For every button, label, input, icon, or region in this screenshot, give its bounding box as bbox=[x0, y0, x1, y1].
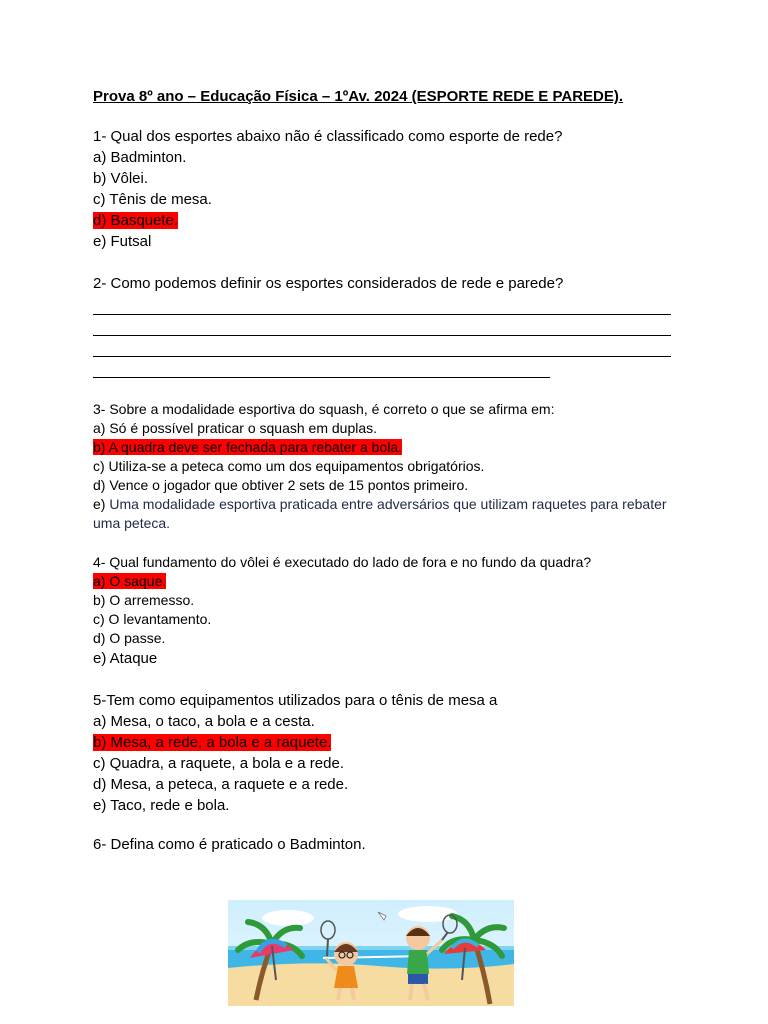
q1-option-b: b) Vôlei. bbox=[93, 170, 149, 187]
q5-option-a: a) Mesa, o taco, a bola e a cesta. bbox=[93, 713, 315, 730]
badminton-illustration bbox=[228, 900, 514, 1006]
q5-option-e: e) Taco, rede e bola. bbox=[93, 797, 230, 814]
q4-option-c: c) O levantamento. bbox=[93, 611, 212, 627]
q3-option-c: c) Utiliza-se a peteca como um dos equipamentos obrigatórios. bbox=[93, 458, 485, 474]
q3-option-a: a) Só é possível praticar o squash em duplas. bbox=[93, 420, 378, 436]
question-4: 4- Qual fundamento do vôlei é executado do lado de fora e no fundo da quadra? bbox=[93, 554, 592, 570]
q4-option-b: b) O arremesso. bbox=[93, 592, 195, 608]
question-3: 3- Sobre a modalidade esportiva do squash, é correto o que se afirma em: bbox=[93, 401, 555, 417]
q1-option-a: a) Badminton. bbox=[93, 149, 187, 166]
answer-line bbox=[93, 336, 671, 357]
exam-page bbox=[93, 86, 683, 855]
question-1: 1- Qual dos esportes abaixo não é classificado como esporte de rede? bbox=[93, 128, 563, 145]
answer-line bbox=[93, 357, 550, 378]
question-2: 2- Como podemos definir os esportes considerados de rede e parede? bbox=[93, 275, 564, 292]
q4-option-a-correct: a) O saque. bbox=[93, 573, 167, 589]
answer-line bbox=[93, 315, 671, 336]
q4-option-e: e) Ataque bbox=[93, 650, 158, 667]
q3-option-b-correct: b) A quadra deve ser fechada para rebater a bola. bbox=[93, 439, 402, 455]
q3-option-e bbox=[93, 495, 683, 533]
q1-option-d-correct: d) Basquete. bbox=[93, 212, 179, 229]
q5-option-d: d) Mesa, a peteca, a raquete e a rede. bbox=[93, 776, 349, 793]
question-6: 6- Defina como é praticado o Badminton. bbox=[93, 836, 366, 853]
q3-option-d: d) Vence o jogador que obtiver 2 sets de 15 pontos primeiro. bbox=[93, 477, 469, 493]
q5-option-c: c) Quadra, a raquete, a bola e a rede. bbox=[93, 755, 344, 772]
q1-option-c: c) Tênis de mesa. bbox=[93, 191, 212, 208]
q1-option-e: e) Futsal bbox=[93, 233, 152, 250]
q3-option-e-text: Uma modalidade esportiva praticada entre adversários que utilizam raquetes para rebater uma peteca. bbox=[93, 496, 667, 531]
q4-option-d: d) O passe. bbox=[93, 630, 166, 646]
question-5: 5-Tem como equipamentos utilizados para o tênis de mesa a bbox=[93, 692, 498, 709]
q3-option-e-prefix: e) bbox=[93, 496, 110, 512]
q5-option-b-correct: b) Mesa, a rede, a bola e a raquete. bbox=[93, 734, 332, 751]
exam-title: Prova 8º ano – Educação Física – 1ºAv. 2024 (ESPORTE REDE E PAREDE). bbox=[93, 88, 624, 105]
answer-line bbox=[93, 294, 671, 315]
